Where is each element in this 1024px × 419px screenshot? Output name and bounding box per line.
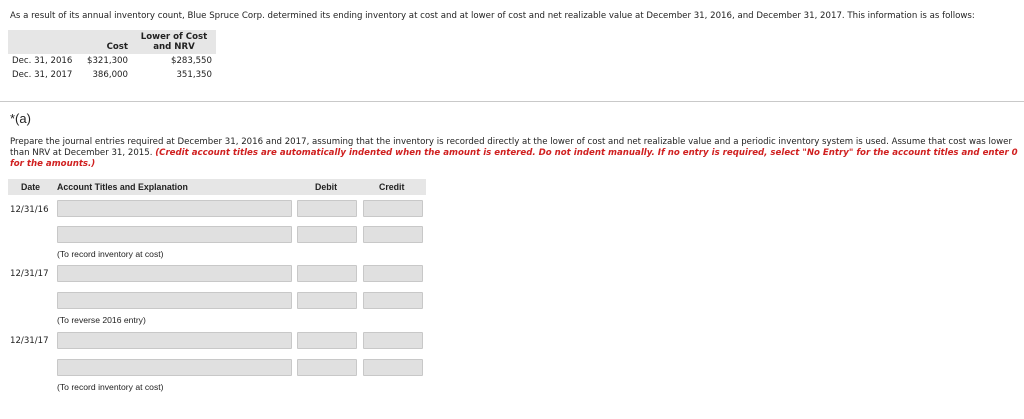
entry-3-line-2-credit-field[interactable]	[363, 359, 423, 376]
header-date: Date	[21, 182, 41, 192]
entry-3-line-2-debit-field[interactable]	[297, 359, 357, 376]
entry-1-line-1-account-field[interactable]	[57, 200, 292, 217]
inventory-table	[8, 30, 216, 82]
header-lcnrv-line1: Lower of Cost	[140, 32, 208, 42]
entry-2-memo: (To reverse 2016 entry)	[57, 315, 146, 325]
header-lcnrv	[132, 30, 216, 54]
row-cost: 386,000	[92, 70, 128, 80]
entry-2-line-1-account-field[interactable]	[57, 265, 292, 282]
entry-2-date: 12/31/17	[10, 269, 49, 279]
entry-2-line-2-debit-field[interactable]	[297, 292, 357, 309]
row-date: Dec. 31, 2017	[12, 70, 73, 80]
journal-header	[8, 179, 426, 195]
instructions-note: (Credit account titles are automatically indented when the amount is entered. Do not indent manually. If no entry is required, select "No Entry" for the account titles and enter 0 for the amounts.)	[10, 148, 1018, 169]
instructions	[10, 137, 1018, 170]
entry-3-memo: (To record inventory at cost)	[57, 382, 164, 392]
entry-1-line-2-credit-field[interactable]	[363, 226, 423, 243]
entry-1-line-2-account-field[interactable]	[57, 226, 292, 243]
instructions-text: Prepare the journal entries required at December 31, 2016 and 2017, assuming that the inventory is recorded directly at the lower of cost and net realizable value and a periodic inventory system is used. Assume that cost was lower than NRV at December 31, 2015.	[10, 137, 1012, 158]
section-divider	[0, 101, 1024, 102]
entry-3-line-1-credit-field[interactable]	[363, 332, 423, 349]
part-label: *(a)	[10, 111, 31, 126]
entry-1-line-1-credit-field[interactable]	[363, 200, 423, 217]
entry-3-date: 12/31/17	[10, 336, 49, 346]
entry-1-line-2-debit-field[interactable]	[297, 226, 357, 243]
entry-2-line-1-credit-field[interactable]	[363, 265, 423, 282]
entry-3-line-1-account-field[interactable]	[57, 332, 292, 349]
entry-2-line-2-credit-field[interactable]	[363, 292, 423, 309]
entry-1-date: 12/31/16	[10, 205, 49, 215]
row-lcnrv: 351,350	[176, 70, 212, 80]
row-date: Dec. 31, 2016	[12, 56, 73, 66]
header-lcnrv-line2: and NRV	[153, 42, 195, 52]
row-cost: $321,300	[86, 56, 128, 66]
header-blank-cell	[8, 30, 80, 54]
row-lcnrv: $283,550	[170, 56, 212, 66]
header-cost: Cost	[106, 42, 128, 52]
entry-1-line-1-debit-field[interactable]	[297, 200, 357, 217]
entry-3-line-1-debit-field[interactable]	[297, 332, 357, 349]
inventory-table-header	[8, 30, 216, 54]
entry-1-memo: (To record inventory at cost)	[57, 249, 164, 259]
header-account: Account Titles and Explanation	[57, 182, 188, 192]
table-row	[8, 54, 216, 68]
entry-3-line-2-account-field[interactable]	[57, 359, 292, 376]
header-credit: Credit	[379, 182, 405, 192]
table-row	[8, 68, 216, 82]
problem-intro: As a result of its annual inventory count, Blue Spruce Corp. determined its ending inventory at cost and at lower of cost and net realizable value at December 31, 2016, and December 31, 2017. This information is as follows:	[10, 11, 975, 21]
entry-2-line-1-debit-field[interactable]	[297, 265, 357, 282]
entry-2-line-2-account-field[interactable]	[57, 292, 292, 309]
header-debit: Debit	[315, 182, 337, 192]
